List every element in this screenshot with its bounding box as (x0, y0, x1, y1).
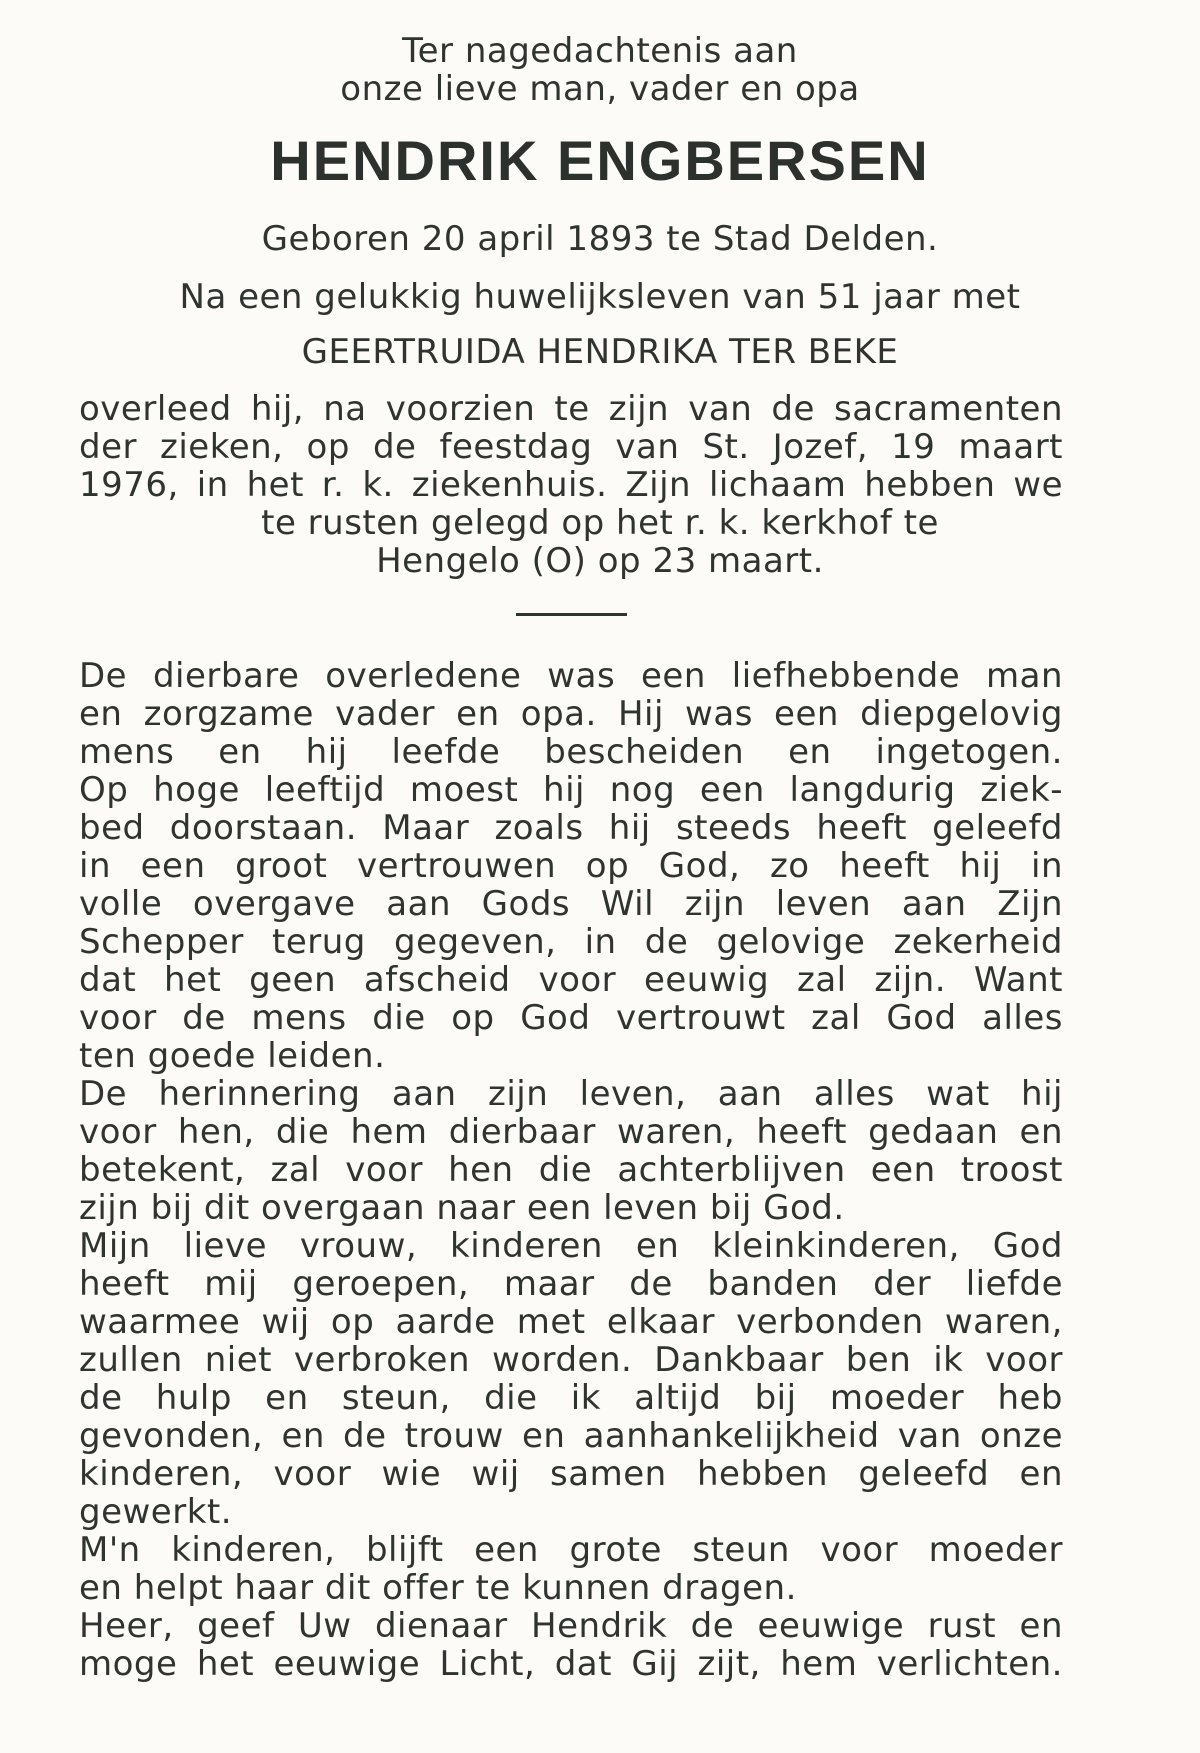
body-line-16: Mijn lieve vrouw, kinderen en kleinkinderen, God (79, 1226, 1063, 1266)
body-line-7: volle overgave aan Gods Wil zijn leven aan Zijn (79, 884, 1063, 924)
body-line-8: Schepper terug gegeven, in de gelovige zekerheid (79, 922, 1063, 962)
body-line-3: mens en hij leefde bescheiden en ingetogen. (79, 732, 1063, 772)
death-line-2: der zieken, op de feestdag van St. Jozef, 19 maart (79, 427, 1063, 467)
body-line-13: voor hen, die hem dierbaar waren, heeft gedaan en (79, 1112, 1063, 1152)
marriage-line: Na een gelukkig huwelijksleven van 51 jaar met (179, 277, 1021, 317)
body-line-21: gevonden, en de trouw en aanhankelijkheid van onze (79, 1416, 1063, 1456)
death-line-3: 1976, in het r. k. ziekenhuis. Zijn lichaam hebben we (79, 465, 1063, 505)
body-line-9: dat het geen afscheid voor eeuwig zal zijn. Want (79, 960, 1063, 1000)
body-line-15: zijn bij dit overgaan naar een leven bij God. (79, 1188, 845, 1228)
header-line-1: Ter nagedachtenis aan (402, 31, 798, 71)
body-line-14: betekent, zal voor hen die achterblijven een troost (79, 1150, 1063, 1190)
body-line-20: de hulp en steun, die ik altijd bij moeder heb (79, 1378, 1063, 1418)
body-line-17: heeft mij geroepen, maar de banden der liefde (79, 1264, 1063, 1304)
body-line-5: bed doorstaan. Maar zoals hij steeds heeft geleefd (79, 808, 1063, 848)
body-line-18: waarmee wij op aarde met elkaar verbonden waren, (79, 1302, 1063, 1342)
body-line-12: De herinnering aan zijn leven, aan alles wat hij (79, 1074, 1063, 1114)
body-line-1: De dierbare overledene was een liefhebbende man (79, 656, 1063, 696)
deceased-name: HENDRIK ENGBERSEN (270, 129, 930, 192)
body-line-25: en helpt haar dit offer te kunnen dragen. (79, 1568, 797, 1608)
body-line-19: zullen niet verbroken worden. Dankbaar ben ik voor (79, 1340, 1063, 1380)
death-line-4: te rusten gelegd op het r. k. kerkhof te (261, 503, 939, 543)
body-line-4: Op hoge leeftijd moest hij nog een langdurig ziek- (79, 770, 1063, 810)
body-line-2: en zorgzame vader en opa. Hij was een diepgelovig (79, 694, 1063, 734)
birth-line: Geboren 20 april 1893 te Stad Delden. (261, 219, 939, 259)
separator-rule (516, 613, 627, 616)
death-line-5: Hengelo (O) op 23 maart. (376, 541, 824, 581)
body-line-11: ten goede leiden. (79, 1036, 386, 1076)
body-line-10: voor de mens die op God vertrouwt zal God alles (79, 998, 1063, 1038)
spouse-name: GEERTRUIDA HENDRIKA TER BEKE (301, 332, 899, 372)
body-line-26: Heer, geef Uw dienaar Hendrik de eeuwige rust en (79, 1606, 1063, 1646)
body-line-22: kinderen, voor wie wij samen hebben geleefd en (79, 1454, 1063, 1494)
body-line-23: gewerkt. (79, 1492, 233, 1532)
body-line-27: moge het eeuwige Licht, dat Gij zijt, hem verlichten. (79, 1644, 1063, 1684)
body-line-6: in een groot vertrouwen op God, zo heeft hij in (79, 846, 1063, 886)
body-line-24: M'n kinderen, blijft een grote steun voor moeder (79, 1530, 1063, 1570)
death-line-1: overleed hij, na voorzien te zijn van de sacramenten (79, 389, 1063, 429)
header-line-2: onze lieve man, vader en opa (340, 69, 860, 109)
